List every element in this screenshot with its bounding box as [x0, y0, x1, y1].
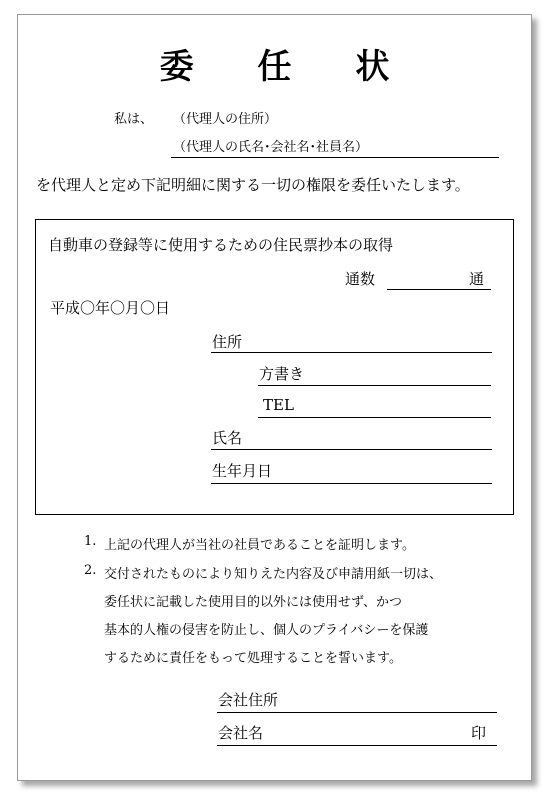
copies-label: 通数 — [345, 270, 376, 288]
copies-unit: 通 — [469, 270, 485, 288]
name-underline — [211, 449, 492, 450]
date-text: 平成〇年〇月〇日 — [50, 299, 171, 317]
tel-label: TEL — [263, 396, 294, 414]
clause-2-number: 2. — [84, 563, 97, 578]
document-title: 委 任 状 — [159, 47, 416, 87]
agent-address-placeholder: （代理人の住所） — [173, 112, 278, 127]
copies-underline — [387, 289, 491, 290]
tel-underline — [258, 417, 491, 418]
agent-name-underline — [171, 157, 499, 158]
purpose-text: 自動車の登録等に使用するための住民票抄本の取得 — [48, 236, 394, 254]
details-box — [35, 219, 514, 515]
address-label: 住所 — [212, 333, 243, 351]
birthdate-underline — [211, 483, 492, 484]
seal-mark: 印 — [471, 724, 487, 742]
company-name-label: 会社名 — [218, 724, 264, 742]
principal-label: 私は、 — [114, 112, 154, 127]
agent-name-placeholder: （代理人の氏名･会社名･社員名） — [173, 140, 369, 155]
company-name-underline — [217, 745, 497, 746]
company-address-label: 会社住所 — [218, 691, 279, 709]
katagaki-label: 方書き — [259, 365, 305, 383]
name-label: 氏名 — [212, 429, 243, 447]
delegation-document — [17, 14, 532, 781]
address-underline — [211, 352, 492, 353]
clause-2-line-3: 基本的人権の侵害を防止し、個人のプライバシーを保護 — [104, 623, 429, 638]
delegation-statement: を代理人と定め下記明細に関する一切の権限を委任いたします。 — [36, 176, 470, 194]
company-address-underline — [217, 712, 497, 713]
clause-2-line-2: 委任状に記載した使用目的以外には使用せず、かつ — [104, 595, 402, 610]
katagaki-underline — [258, 385, 491, 386]
birthdate-label: 生年月日 — [212, 462, 273, 480]
clause-1-number: 1. — [84, 534, 97, 549]
clause-2-line-1: 交付されたものにより知りえた内容及び申請用紙一切は、 — [104, 567, 443, 582]
clause-2-line-4: するために責任をもって処理することを誓います。 — [104, 651, 402, 666]
clause-1-text: 上記の代理人が当社の社員であることを証明します。 — [104, 538, 415, 553]
